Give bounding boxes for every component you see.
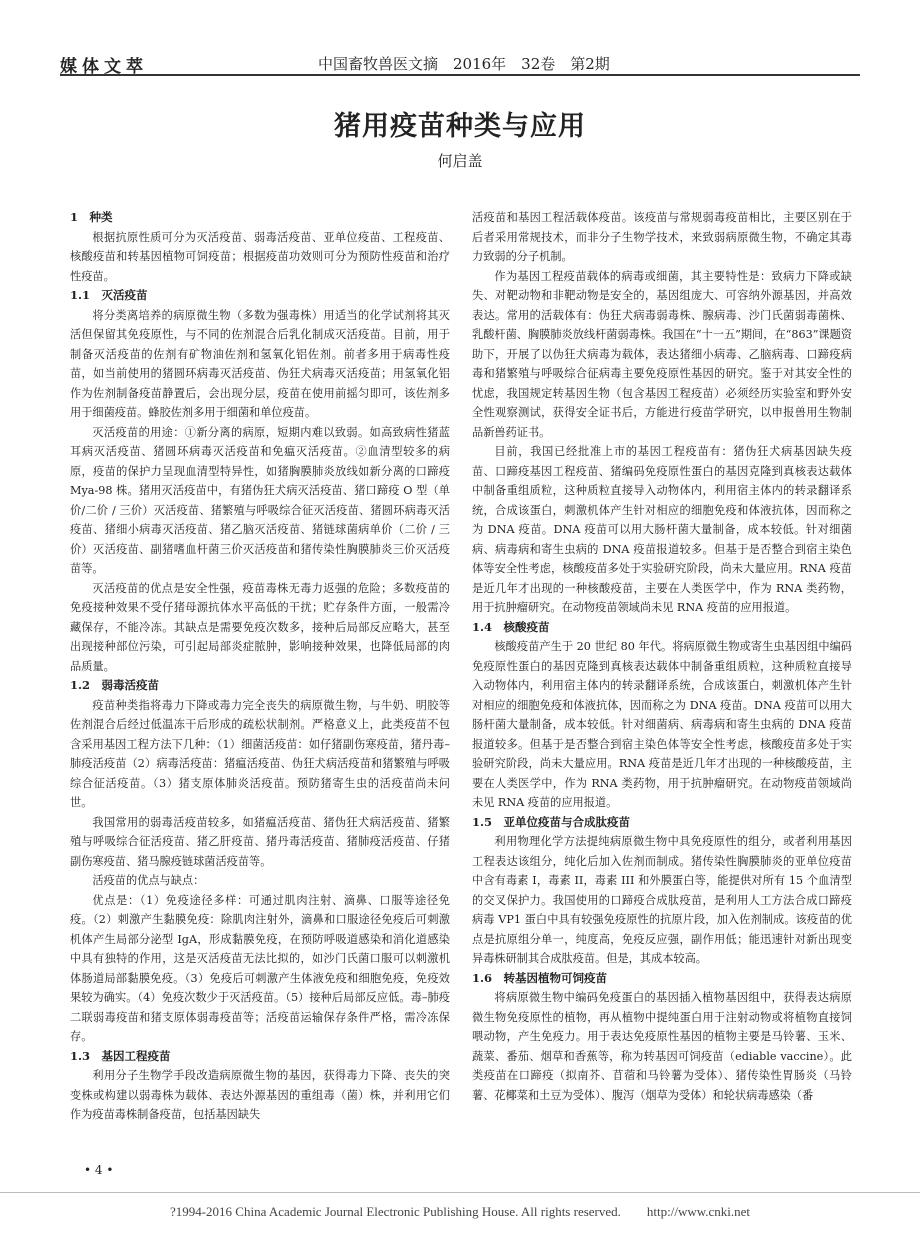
heading-1: 1 种类 (70, 210, 113, 224)
heading-1-5: 1.5 亚单位疫苗与合成肽疫苗 (472, 814, 631, 829)
header-rule (60, 74, 860, 76)
paragraph: 核酸疫苗产生于 20 世纪 80 年代。将病原微生物或寄生虫基因组中编码免疫原性蛋白的基因克隆到真核表达载体中制备重组质粒，这种质粒直接导入动物体内，利用宿主体内的转录翻译系统，合成该蛋白，刺激机体产生针对相应的细胞免疫和体液抗体，因而称之为 DNA 疫苗。DNA 疫苗可以用大肠杆菌大量制备，成本较低。针对细菌病、病毒病和寄生虫病的 DNA 疫苗报道较多。但基于是否整合到宿主染色体等安全性考虑，核酸疫苗多处于实验研究阶段，尚未大量应用。RNA 疫苗是近几年才出现的一种核酸疫苗，主要在人类医学中，作为 RNA 类药物，用于抗肿瘤研究。在动物疫苗领域尚未见 RNA 疫苗的应用报道。 (472, 640, 852, 809)
paragraph: 活疫苗的优点与缺点： (92, 874, 205, 887)
paragraph: 将分类离培养的病原微生物（多数为强毒株）用适当的化学试剂将其灭活但保留其免疫原性，与不同的佐剂混合后乳化制成灭活疫苗。目前，用于制备灭活疫苗的佐剂有矿物油佐剂和氢氧化铝佐剂。前者多用于病毒性疫苗，如当前使用的猪圆环病毒灭活疫苗、伪狂犬病毒灭活疫苗；用氢氧化铝作为佐剂制备疫苗静置后，会出现分层，疫苗在使用前摇匀即可，该佐剂多用于细菌疫苗。蜂胶佐剂多用于细菌和单位疫苗。 (70, 308, 450, 419)
heading-1-3: 1.3 基因工程疫苗 (70, 1048, 171, 1063)
left-column (70, 208, 450, 1125)
paragraph: 我国常用的弱毒活疫苗较多，如猪瘟活疫苗、猪伪狂犬病活疫苗、猪繁殖与呼吸综合征活疫苗、猪乙肝疫苗、猪丹毒活疫苗、猪肺疫活疫苗、仔猪副伤寒疫苗、猪马腺疫链球菌活疫苗等。 (70, 815, 450, 868)
paragraph: 灭活疫苗的优点是安全性强，疫苗毒株无毒力返强的危险；多数疫苗的免疫接种效果不受仔猪母源抗体水平高低的干扰；贮存条件方面，一般需冷藏保存，不能冷冻。其缺点是需要免疫次数多，接种后局部反应略大，甚至出现接种部位污染，可引起局部炎症脓肿，影响接种效果，也降低局部的肉品质量。 (70, 581, 450, 673)
paragraph: 作为基因工程疫苗载体的病毒或细菌，其主要特性是：致病力下降或缺失、对靶动物和非靶动物是安全的，基因组庞大、可容纳外源基因，并高效表达。常用的活载体有：伪狂犬病毒弱毒株、腺病毒、沙门氏菌弱毒菌株、乳酸杆菌、胸膜肺炎放线杆菌弱毒株。我国在“十一五”期间，在“863”课题资助下，开展了以伪狂犬病毒为载体，表达猪细小病毒、乙脑病毒、口蹄疫病毒和猪繁殖与呼吸综合征病毒主要免疫原性基因的研究。鉴于对其安全性的忧虑，我国规定转基因生物（包含基因工程疫苗）必须经历实验室和野外安全性观察测试，获得安全证书后，方能进行疫苗学研究，以申报兽用生物制品新兽药证书。 (472, 269, 852, 439)
paragraph: 目前，我国已经批准上市的基因工程疫苗有：猪伪狂犬病基因缺失疫苗、口蹄疫基因工程疫苗、猪编码免疫原性蛋白的基因克隆到真核表达载体中制备重组质粒，这种质粒直接导入动物体内，利用宿主体内的转录翻译系统，合成该蛋白，刺激机体产生针对相应的细胞免疫和体液抗体，因而称之为 DNA 疫苗。DNA 疫苗可以用大肠杆菌大量制备，成本较低。针对细菌病、病毒病和寄生虫病的 DNA 疫苗报道较多。但基于是否整合到宿主染色体等安全性考虑，核酸疫苗多处于实验研究阶段，尚未大量应用。RNA 疫苗是近几年才出现的一种核酸疫苗，主要在人类医学中，作为 RNA 类药物，用于抗肿瘤研究。在动物疫苗领域尚未见 RNA 疫苗的应用报道。 (472, 445, 852, 614)
section-label: 媒体文萃 (60, 57, 148, 77)
paragraph: 利用物理化学方法提纯病原微生物中具免疫原性的组分，或者利用基因工程表达该组分，纯化后加入佐剂而制成。猪传染性胸膜肺炎的亚单位疫苗中含有毒素 I，毒素 II，毒素 III 和外膜蛋白等，能提供对所有 15 个血清型的交叉保护力。我国使用的口蹄疫合成肽疫苗，是利用人工方法合成口蹄疫病毒 VP1 蛋白中具有较强免疫原性的抗原片段，加入佐剂制成。该疫苗的优点是抗原组分单一，纯度高，免疫反应强，副作用低；能迅速针对新出现变异毒株研制其合成肽疫苗。但是，其成本较高。 (472, 835, 852, 965)
paragraph: 将病原微生物中编码免疫蛋白的基因插入植物基因组中，获得表达病原微生物免疫原性的植物，再从植物中提纯蛋白用于注射动物或将植物直接饲喂动物，产生免疫力。用于表达免疫原性基因的植物主要是马铃薯、玉米、蔬菜、番茄、烟草和香蕉等，称为转基因可饲疫苗（ediable vaccine）。此类疫苗在口蹄疫（拟南芥、苜蓿和马铃薯为受体）、猪传染性胃肠炎（马铃薯、花椰菜和土豆为受体）、腹泻（烟草为受体）和轮状病毒感染（番 (472, 991, 852, 1102)
article-title: 猪用疫苗种类与应用 (334, 111, 586, 142)
right-column (472, 208, 852, 1105)
paragraph: 优点是：（1）免疫途径多样：可通过肌肉注射、滴鼻、口服等途径免疫。（2）刺激产生黏膜免疫：除肌肉注射外，滴鼻和口服途径免疫后可刺激机体产生局部分泌型 IgA，形成黏膜免疫，在预防呼吸道感染和消化道感染中具有独特的作用，这是灭活疫苗无法比拟的，如沙门氏菌口服可以刺激机体肠道局部黏膜免疫。（3）免疫后可刺激产生体液免疫和细胞免疫，免疫效果较为确实。（4）免疫次数少于灭活疫苗。（5）接种后局部反应低。毒–肺疫二联弱毒疫苗和猪支原体弱毒疫苗等；活疫苗运输保存条件严格，需冷冻保存。 (70, 893, 450, 1043)
heading-1-6: 1.6 转基因植物可饲疫苗 (472, 970, 608, 985)
journal-info: 中国畜牧兽医文摘 2016年 32卷 第2期 (318, 55, 610, 73)
paragraph: 灭活疫苗的用途：①新分离的病原，短期内难以致弱。如高致病性猪蓝耳病灭活疫苗、猪圆环病毒灭活疫苗和免瘟灭活疫苗。②血清型较多的病原，疫苗的保护力呈现血清型特异性，如猪胸膜肺炎放线如新分离的口蹄疫 Mya-98 株。猪用灭活疫苗中，有猪伪狂犬病灭活疫苗、猪口蹄疫 O 型（单价/二价 / 三价）灭活疫苗、猪繁殖与呼吸综合征灭活疫苗、猪圆环病毒灭活疫苗、猪细小病毒灭活疫苗、猪乙脑灭活疫苗、猪链球菌病单价（二价 / 三价）灭活疫苗、副猪嗜血杆菌三价灭活疫苗和猪传染性胸膜肺炎三价灭活疫苗等。 (70, 425, 450, 575)
heading-1-2: 1.2 弱毒活疫苗 (70, 678, 160, 692)
paragraph: 利用分子生物学手段改造病原微生物的基因，获得毒力下降、丧失的突变株或构建以弱毒株为载体、表达外源基因的重组毒（菌）株，并利用它们作为疫苗毒株制备疫苗，包括基因缺失 (70, 1069, 450, 1121)
paragraph: 疫苗种类指将毒力下降或毒力完全丧失的病原微生物，与牛奶、明胶等佐剂混合后经过低温冻干后形成的疏松状制剂。严格意义上，此类疫苗不包含采用基因工程方法下几种：（1）细菌活疫苗：如仔猪副伤寒疫苗，猪丹毒–肺疫活疫苗（2）病毒活疫苗：猪瘟活疫苗、伪狂犬病活疫苗和猪繁殖与呼吸综合征活疫苗。（3）猪支原体肺炎活疫苗。预防猪寄生虫的活疫苗尚未问世。 (70, 698, 450, 809)
paragraph: 活疫苗和基因工程活载体疫苗。该疫苗与常规弱毒疫苗相比，主要区别在于后者采用常规技术，而非分子生物学技术，来致弱病原微生物，不确定其毒力致弱的分子机制。 (472, 211, 852, 263)
heading-1-1: 1.1 灭活疫苗 (70, 288, 148, 302)
page-number: • 4 • (84, 1163, 114, 1177)
paragraph: 根据抗原性质可分为灭活疫苗、弱毒活疫苗、亚单位疫苗、工程疫苗、核酸疫苗和转基因植物可饲疫苗；根据疫苗功效则可分为预防性疫苗和治疗性疫苗。 (70, 230, 450, 283)
copyright-line: ?1994-2016 China Academic Journal Electronic Publishing House. All rights reserved. http://www.cnki.net (169, 1204, 751, 1219)
footer-rule (0, 1192, 920, 1193)
article-author: 何启盖 (437, 152, 483, 170)
running-header (60, 48, 860, 80)
heading-1-4: 1.4 核酸疫苗 (472, 619, 550, 634)
